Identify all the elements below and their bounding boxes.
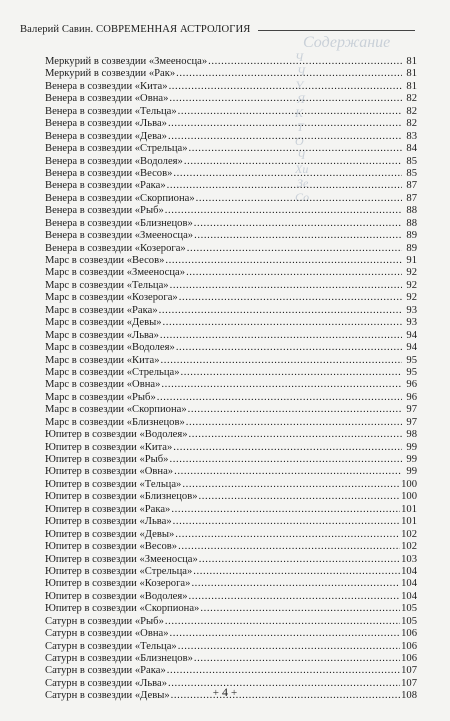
toc-entry-page: 100 [401,478,417,490]
toc-leader-dots [167,665,400,677]
toc-entry [45,68,417,80]
toc-entry-title: Меркурий в созвездии «Рак» [45,68,176,80]
toc-entry-page: 99 [406,441,417,453]
toc-entry-page: 91 [406,255,417,266]
toc-leader-dots [186,267,402,279]
toc-entry [45,665,417,677]
toc-leader-dots [175,529,400,541]
toc-entry [45,591,417,603]
toc-entry-page: 105 [401,615,417,627]
toc-leader-dots [181,367,402,379]
toc-entry-page: 100 [401,491,417,503]
toc-leader-dots [194,218,402,230]
toc-leader-dots [174,466,402,478]
toc-entry-page: 105 [401,603,417,615]
toc-entry [45,516,417,528]
toc-leader-dots [169,93,402,105]
toc-leader-dots [169,454,402,466]
toc-entry-title: Юпитер в созвездии «Близнецов» [45,491,198,503]
toc-entry-title: Юпитер в созвездии «Рыб» [45,454,169,465]
toc-entry-title: Юпитер в созвездии «Скорпиона» [45,603,200,615]
toc-entry [45,628,417,640]
toc-entry [45,367,417,379]
toc-entry-page: 82 [406,93,417,105]
toc-entry-title: Юпитер в созвездии «Льва» [45,516,172,528]
toc-entry-title: Марс в созвездии «Рака» [45,304,158,316]
table-of-contents [45,56,417,703]
toc-entry-title: Марс в созвездии «Весов» [45,255,165,266]
toc-entry [45,442,417,454]
header-rule [258,30,415,31]
toc-leader-dots [165,616,400,628]
toc-leader-dots [161,355,402,367]
toc-leader-dots [167,180,402,192]
toc-entry-title: Юпитер в созвездии «Овна» [45,466,174,478]
toc-entry-page: 102 [401,528,417,540]
toc-entry [45,479,417,491]
toc-entry-title: Марс в созвездии «Водолея» [45,342,175,354]
toc-leader-dots [173,168,402,180]
toc-entry-page: 93 [406,304,417,316]
toc-leader-dots [170,280,402,292]
toc-entry-page: 104 [401,565,417,577]
toc-entry-page: 95 [406,354,417,366]
toc-entry-page: 82 [406,118,417,130]
toc-entry-page: 85 [406,167,417,179]
toc-leader-dots [173,442,402,454]
toc-entry [45,243,417,255]
toc-entry [45,554,417,566]
toc-entry [45,653,417,665]
toc-entry-title: Юпитер в созвездии «Кита» [45,441,173,453]
show-through-line: Ч [295,50,304,64]
toc-entry-page: 87 [406,180,417,192]
toc-entry [45,56,417,68]
toc-entry [45,93,417,105]
show-through-line: Со [295,190,310,204]
toc-entry-page: 101 [401,516,417,528]
toc-leader-dots [178,541,400,553]
show-through-heading: Содержание [303,36,391,51]
toc-entry-title: Марс в созвездии «Стрельца» [45,366,180,378]
toc-entry [45,180,417,192]
toc-entry-page: 87 [406,192,417,204]
toc-entry-page: 92 [406,267,417,279]
toc-entry-page: 85 [406,155,417,167]
toc-entry [45,81,417,93]
toc-entry-title: Марс в созвездии «Змееносца» [45,267,186,279]
toc-entry-title: Сатурн в созвездии «Тельца» [45,640,177,652]
toc-entry-page: 92 [406,279,417,291]
toc-leader-dots [176,68,402,80]
toc-entry-title: Марс в созвездии «Рыб» [45,391,156,403]
toc-entry [45,255,417,267]
toc-entry-title: Сатурн в созвездии «Девы» [45,690,170,702]
toc-entry [45,106,417,118]
toc-entry-title: Венера в созвездии «Дева» [45,130,167,142]
toc-entry [45,504,417,516]
toc-entry [45,168,417,180]
toc-entry-title: Юпитер в созвездии «Тельца» [45,478,182,490]
toc-entry-page: 104 [401,578,417,590]
toc-entry-page: 81 [406,68,417,80]
toc-entry-page: 106 [401,653,417,664]
toc-entry [45,143,417,155]
toc-leader-dots [160,330,402,342]
toc-entry-page: 103 [401,553,417,565]
toc-entry-page: 81 [406,56,417,67]
toc-entry-title: Марс в созвездии «Кита» [45,354,160,366]
toc-entry-page: 89 [406,230,417,242]
toc-entry [45,156,417,168]
toc-entry-page: 106 [401,628,417,640]
toc-entry-page: 95 [406,366,417,378]
toc-entry-title: Венера в созвездии «Змееносца» [45,230,194,242]
toc-leader-dots [173,516,400,528]
toc-leader-dots [194,230,402,242]
toc-leader-dots [184,156,402,168]
toc-entry-title: Юпитер в созвездии «Стрельца» [45,565,193,577]
toc-leader-dots [188,404,402,416]
show-through-line: Ч [297,148,306,162]
toc-entry-title: Меркурий в созвездии «Змееносца» [45,56,208,67]
show-through-line: Я [297,92,305,106]
show-through-line: Т [297,120,304,134]
toc-entry-title: Венера в созвездии «Близнецов» [45,217,193,229]
toc-leader-dots [165,255,402,267]
toc-entry [45,541,417,553]
toc-entry-page: 83 [406,130,417,142]
toc-entry-page: 97 [406,416,417,428]
page-footer [0,685,450,700]
toc-entry [45,392,417,404]
toc-entry-page: 94 [406,342,417,354]
toc-entry-title: Юпитер в созвездии «Змееносца» [45,553,198,565]
toc-entry-page: 94 [406,329,417,341]
toc-entry-title: Юпитер в созвездии «Девы» [45,528,175,540]
toc-entry [45,317,417,329]
toc-leader-dots [191,578,400,590]
toc-entry [45,429,417,441]
toc-entry-title: Венера в созвездии «Козерога» [45,242,186,254]
toc-entry-page: 92 [406,292,417,304]
toc-entry-title: Венера в созвездии «Скорпиона» [45,192,195,204]
toc-leader-dots [171,504,400,516]
toc-entry-page: 99 [406,466,417,478]
toc-entry-page: 82 [406,105,417,117]
toc-entry [45,641,417,653]
toc-entry-title: Юпитер в созвездии «Водолея» [45,590,188,602]
toc-leader-dots [165,205,402,217]
toc-leader-dots [163,317,402,329]
toc-leader-dots [176,342,402,354]
toc-leader-dots [189,591,401,603]
toc-entry [45,131,417,143]
toc-leader-dots [157,392,402,404]
toc-leader-dots [179,292,402,304]
show-through-line: Зе [297,176,309,190]
toc-entry-title: Юпитер в созвездии «Рака» [45,503,171,515]
toc-entry [45,379,417,391]
toc-entry-page: 108 [401,690,417,702]
toc-entry-title: Венера в созвездии «Водолея» [45,155,183,167]
toc-entry-page: 98 [406,429,417,441]
toc-entry [45,230,417,242]
toc-entry-title: Венера в созвездии «Кита» [45,80,168,92]
toc-entry [45,355,417,367]
toc-leader-dots [169,81,402,93]
toc-entry-title: Венера в созвездии «Рыб» [45,205,164,217]
show-through-line: Ч [297,64,306,78]
toc-entry-title: Венера в созвездии «Рака» [45,180,166,192]
toc-entry-page: 106 [401,640,417,652]
toc-entry [45,566,417,578]
toc-entry-page: 104 [401,590,417,602]
toc-entry-title: Марс в созвездии «Овна» [45,379,161,391]
toc-leader-dots [193,566,400,578]
toc-entry [45,578,417,590]
toc-entry [45,616,417,628]
toc-leader-dots [196,193,402,205]
toc-entry-title: Венера в созвездии «Тельца» [45,105,177,117]
toc-entry-title: Сатурн в созвездии «Близнецов» [45,653,193,664]
toc-entry-title: Юпитер в созвездии «Водолея» [45,429,188,441]
toc-entry [45,466,417,478]
page-number: 4 [222,685,228,699]
toc-entry [45,218,417,230]
toc-entry-page: 107 [401,665,417,677]
toc-leader-dots [208,56,402,68]
toc-entry [45,292,417,304]
toc-entry-page: 88 [406,217,417,229]
toc-entry-title: Венера в созвездии «Овна» [45,93,169,105]
toc-entry [45,267,417,279]
toc-entry [45,305,417,317]
toc-entry-title: Сатурн в созвездии «Овна» [45,628,169,640]
toc-entry-title: Сатурн в созвездии «Льва» [45,677,168,689]
toc-entry-page: 102 [401,541,417,553]
toc-entry [45,603,417,615]
toc-entry-title: Юпитер в созвездии «Весов» [45,541,178,553]
toc-entry-page: 89 [406,242,417,254]
toc-entry-title: Венера в созвездии «Льва» [45,118,167,130]
toc-leader-dots [194,653,400,665]
toc-leader-dots [170,628,401,640]
toc-entry-page: 81 [406,80,417,92]
toc-entry-title: Юпитер в созвездии «Козерога» [45,578,191,590]
toc-entry [45,529,417,541]
toc-leader-dots [199,491,401,503]
toc-leader-dots [168,131,402,143]
footer-ornament-right: + [231,687,238,699]
toc-leader-dots [186,417,402,429]
show-through-line: У [295,78,304,92]
toc-leader-dots [182,479,400,491]
header-title: СОВРЕМЕННАЯ АСТРОЛОГИЯ [96,23,251,35]
toc-entry-title: Сатурн в созвездии «Рыб» [45,615,164,627]
toc-entry [45,342,417,354]
toc-entry [45,417,417,429]
header-author: Валерий Савин. [20,23,94,35]
toc-leader-dots [199,554,400,566]
toc-entry-title: Марс в созвездии «Льва» [45,329,159,341]
toc-entry-page: 88 [406,205,417,217]
toc-entry [45,330,417,342]
toc-entry [45,280,417,292]
toc-entry-title: Марс в созвездии «Скорпиона» [45,404,187,416]
toc-entry-page: 107 [401,677,417,689]
toc-entry [45,193,417,205]
toc-entry-page: 96 [406,379,417,391]
footer-ornament-left: + [212,687,219,699]
toc-entry-title: Марс в созвездии «Близнецов» [45,416,185,428]
running-header [20,21,415,37]
toc-entry-title: Марс в созвездии «Козерога» [45,292,178,304]
toc-entry-title: Марс в созвездии «Девы» [45,317,162,329]
toc-leader-dots [200,603,400,615]
toc-leader-dots [189,429,402,441]
toc-leader-dots [178,641,400,653]
toc-entry-page: 96 [406,391,417,403]
toc-leader-dots [159,305,402,317]
toc-leader-dots [161,379,402,391]
show-through-line: Хи [295,162,309,176]
show-through-line: О [295,134,304,148]
toc-entry [45,118,417,130]
toc-leader-dots [189,143,402,155]
toc-entry-page: 84 [406,143,417,155]
toc-entry [45,454,417,466]
toc-leader-dots [178,106,402,118]
toc-entry [45,205,417,217]
toc-entry-title: Венера в созвездии «Стрельца» [45,143,188,155]
toc-entry-title: Марс в созвездии «Тельца» [45,279,169,291]
toc-leader-dots [168,118,402,130]
toc-entry [45,404,417,416]
toc-entry-page: 97 [406,404,417,416]
toc-entry-title: Сатурн в созвездии «Рака» [45,665,166,677]
toc-entry [45,491,417,503]
toc-leader-dots [187,243,402,255]
toc-entry-page: 93 [406,317,417,329]
show-through-line: К [295,106,303,120]
toc-entry-title: Венера в созвездии «Весов» [45,167,173,179]
toc-entry-page: 101 [401,503,417,515]
toc-entry-page: 99 [406,454,417,465]
